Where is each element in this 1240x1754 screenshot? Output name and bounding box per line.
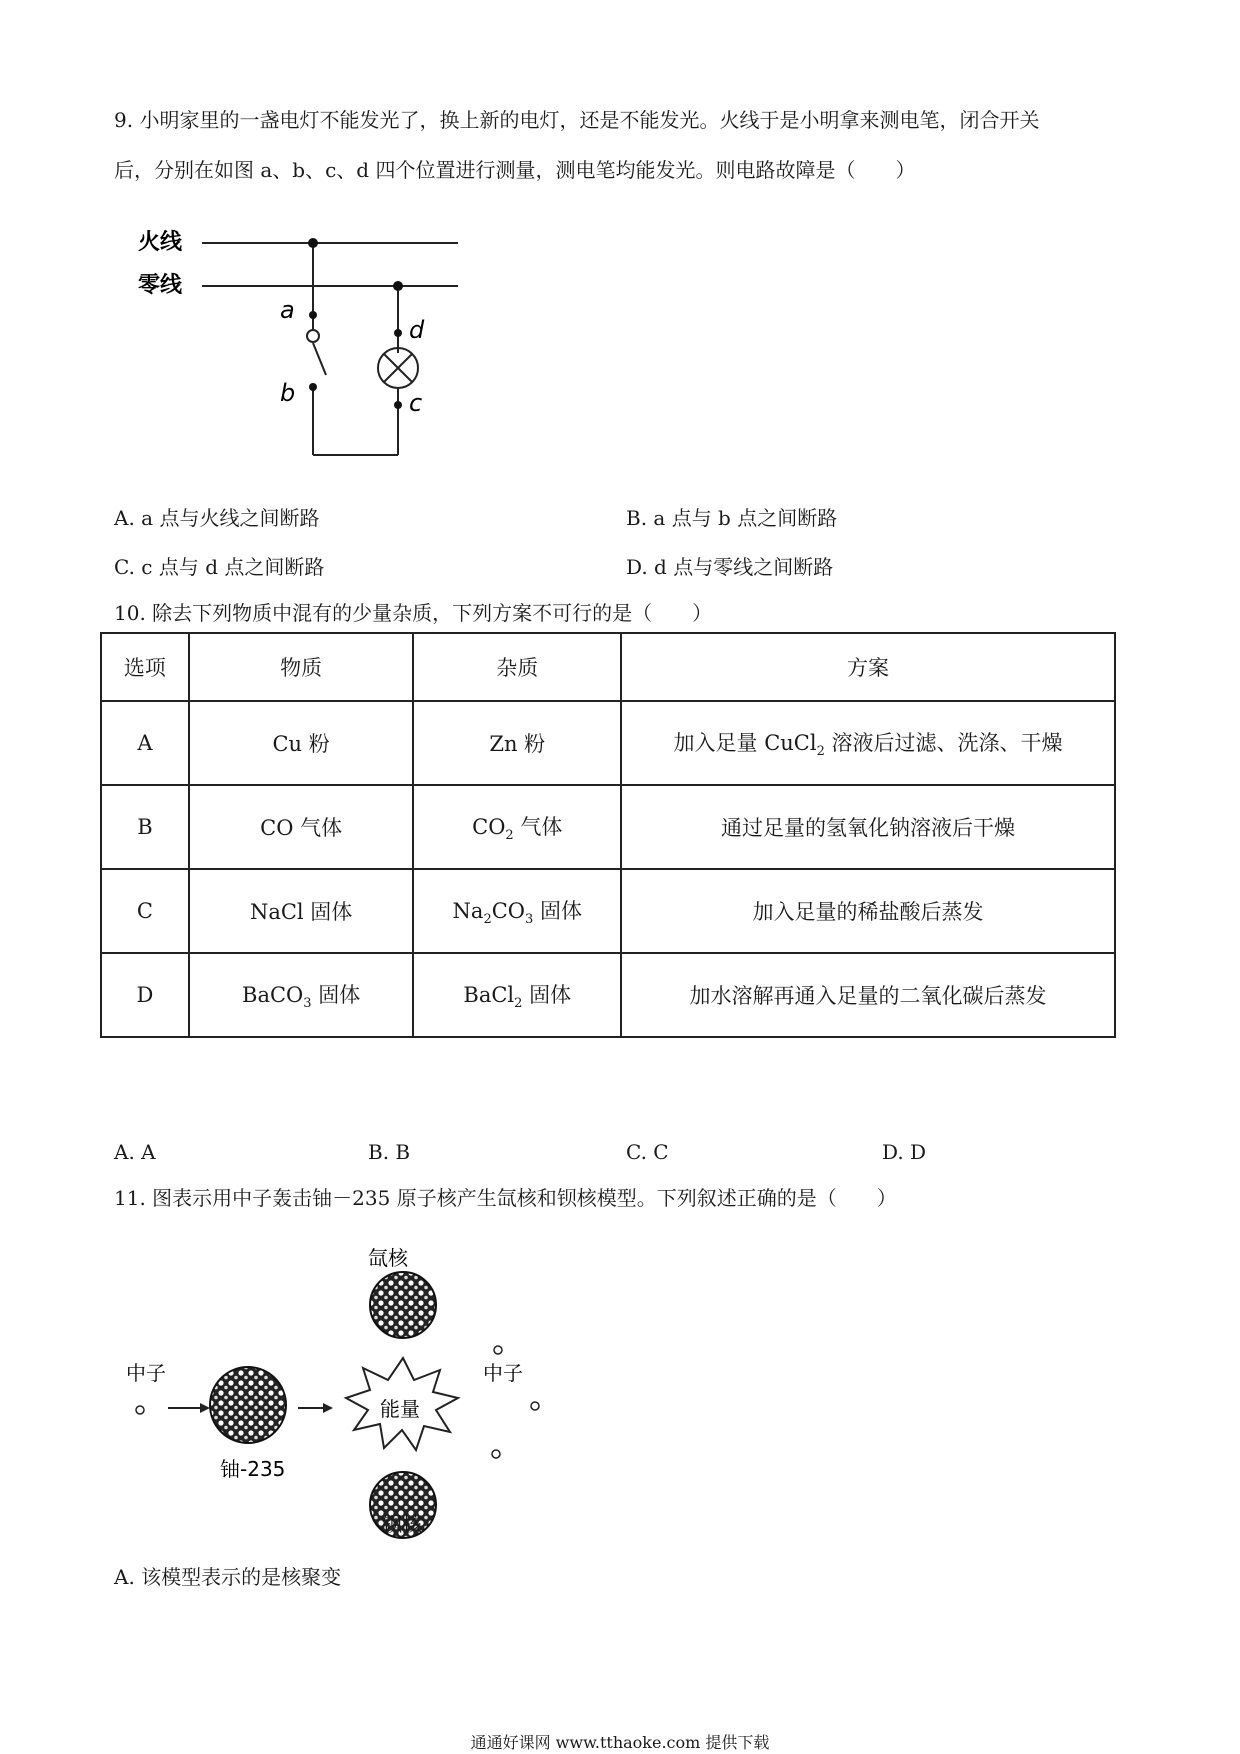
barium-label: 钡核 (382, 1512, 422, 1536)
q10-option-b[interactable]: B. B (368, 1140, 411, 1164)
row-d-impurity: BaCl$_2$ 固体 (413, 953, 621, 1037)
header-option: 选项 (101, 633, 189, 701)
q11-option-a[interactable]: A. 该模型表示的是核聚变 (114, 1565, 342, 1589)
point-a-label: a (280, 296, 295, 324)
page-footer: 通通好课网 www.tthaoke.com 提供下载 (470, 1733, 770, 1752)
energy-label: 能量 (380, 1397, 420, 1421)
q9-circuit-diagram (130, 225, 470, 465)
neutron-out-1 (494, 1346, 502, 1354)
xenon-label: 氙核 (368, 1246, 408, 1270)
neutron-right-label: 中子 (483, 1361, 523, 1385)
neutron-left-label: 中子 (126, 1361, 166, 1385)
row-a-option: A (101, 701, 189, 785)
header-substance: 物质 (189, 633, 414, 701)
q10-table (100, 632, 1116, 1038)
table-row (101, 785, 1115, 869)
q11-fission-diagram (118, 1240, 558, 1540)
row-d-plan: 加水溶解再通入足量的二氧化碳后蒸发 (621, 953, 1115, 1037)
xenon-nucleus (370, 1272, 436, 1338)
q10-stem: 10. 除去下列物质中混有的少量杂质，下列方案不可行的是（ ） (114, 601, 713, 625)
q9-stem-line2: 后，分别在如图 a、b、c、d 四个位置进行测量，测电笔均能发光。则电路故障是（ ） (114, 158, 916, 182)
uranium-nucleus (210, 1367, 286, 1443)
q10-option-d[interactable]: D. D (882, 1140, 927, 1164)
neutron-out-3 (492, 1450, 500, 1458)
header-plan: 方案 (621, 633, 1115, 701)
q11-stem: 11. 图表示用中子轰击铀－235 原子核产生氙核和钡核模型。下列叙述正确的是（ ） (114, 1186, 897, 1210)
row-d-substance: BaCO$_3$ 固体 (189, 953, 414, 1037)
q10-option-c[interactable]: C. C (626, 1140, 669, 1164)
live-label: 火线 (138, 230, 183, 255)
row-b-option: B (101, 785, 189, 869)
point-d-label: d (409, 316, 425, 344)
point-c-label: c (409, 389, 423, 417)
table-row (101, 869, 1115, 953)
uranium-label: 铀-235 (220, 1457, 286, 1481)
row-b-plan: 通过足量的氢氧化钠溶液后干燥 (621, 785, 1115, 869)
row-c-plan: 加入足量的稀盐酸后蒸发 (621, 869, 1115, 953)
row-c-option: C (101, 869, 189, 953)
row-c-impurity: $Na_2CO_3$ 固体 (413, 869, 621, 953)
row-b-substance: CO 气体 (189, 785, 414, 869)
neutron-out-2 (531, 1402, 539, 1410)
point-b-label: b (280, 379, 296, 407)
q9-option-a[interactable]: A. a 点与火线之间断路 (114, 506, 320, 530)
table-row (101, 953, 1115, 1037)
q9-stem-line1: 9. 小明家里的一盏电灯不能发光了，换上新的电灯，还是不能发光。火线于是小明拿来测电笔，闭合开关 (114, 108, 1040, 132)
row-d-option: D (101, 953, 189, 1037)
q9-option-c[interactable]: C. c 点与 d 点之间断路 (114, 555, 325, 579)
neutral-label: 零线 (138, 273, 183, 298)
row-a-plan: 加入足量 CuCl$_2$ 溶液后过滤、洗涤、干燥 (621, 701, 1115, 785)
table-header-row (101, 633, 1115, 701)
header-impurity: 杂质 (413, 633, 621, 701)
table-row (101, 701, 1115, 785)
q9-option-d[interactable]: D. d 点与零线之间断路 (626, 555, 834, 579)
row-a-substance: Cu 粉 (189, 701, 414, 785)
row-c-substance: NaCl 固体 (189, 869, 414, 953)
row-b-impurity: $CO_2$ 气体 (413, 785, 621, 869)
row-a-impurity: Zn 粉 (413, 701, 621, 785)
switch-blade (313, 343, 326, 375)
q9-option-b[interactable]: B. a 点与 b 点之间断路 (626, 506, 838, 530)
q10-option-a[interactable]: A. A (114, 1140, 156, 1164)
neutron-in (136, 1406, 144, 1414)
